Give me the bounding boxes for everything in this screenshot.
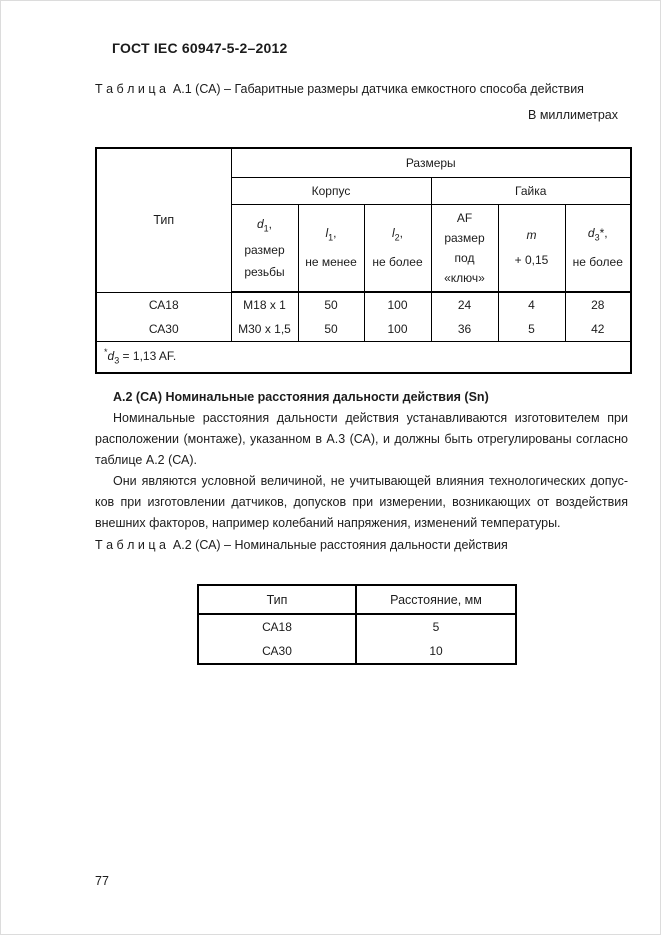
cell-l1: 50 [298,317,364,342]
paragraph-2: Они являются условной величиной, не учитывающей влияния технологических допусков при изготовлении датчиков, допусков при измерении, возникающих от воздействия внешних факторов, например колебаний напряжения, изменений температуры. [95,474,628,530]
table-a1-footnote: $^*d_3 = 1,13$ AF. [104,347,177,366]
cell-l2: 100 [364,317,431,342]
col-header-type: Тип [198,585,356,614]
table-row [96,292,631,317]
cell-type: СА18 [96,292,231,317]
col-group-korpus: Корпус [231,178,431,205]
cell-af: 36 [431,317,498,342]
cell-d3: 42 [565,317,631,342]
col-header-af: AF размер под «ключ» [431,205,498,293]
document-title: ГОСТ IEC 60947-5-2–2012 [112,40,288,56]
cell-m: 4 [498,292,565,317]
cell-d1: М18 х 1 [231,292,298,317]
cell-l1: 50 [298,292,364,317]
cell-d3: 28 [591,298,605,312]
col-group-dimensions: Размеры [231,148,631,178]
table-row [96,317,631,342]
paragraph-1: Номинальные расстояния дальности действия устанавливаются изготовителем при расположении (монтаже), указанном в А.3 (СА), и должны быть отрегулированы согласно таблице А.2 (СА). [95,411,628,467]
col-group-gaika: Гайка [431,178,631,205]
col-header-m: m + 0,15 [498,205,565,293]
col-header-d1: $d_1$, размер резьбы [231,205,298,293]
units-note: В миллиметрах [528,108,618,122]
table-row [198,614,516,639]
cell-distance: 5 [432,620,440,634]
table-row [198,639,516,664]
col-header-type: Тип [96,148,231,292]
cell-type: СА30 [198,639,356,664]
cell-type: СА30 [96,317,231,342]
col-header-l2: $l_2$, не более [364,205,431,293]
section-a2-heading: А.2 (СА) Номинальные расстояния дальности действия (Sn) [113,390,489,404]
page-number: 77 [95,874,109,888]
cell-l2: 100 [364,292,431,317]
cell-type: СА18 [198,614,356,639]
cell-m: 5 [498,317,565,342]
col-header-distance: Расстояние, мм [356,585,516,614]
table-a2-caption: Т а б л и ц а А.2 (СА) – Номинальные расстояния дальности действия [95,538,508,552]
table-a1-caption: Т а б л и ц а А.1 (СА) – Габаритные размеры датчика емкостного способа действия [95,82,584,96]
col-header-l1: $l_1$, не менее [298,205,364,293]
table-a1 [95,147,632,374]
cell-distance: 10 [429,644,443,658]
cell-af: 24 [431,292,498,317]
col-header-d3: $d_3*$, не более [565,205,631,293]
cell-d1: М30 х 1,5 [231,317,298,342]
table-a2 [197,584,517,665]
